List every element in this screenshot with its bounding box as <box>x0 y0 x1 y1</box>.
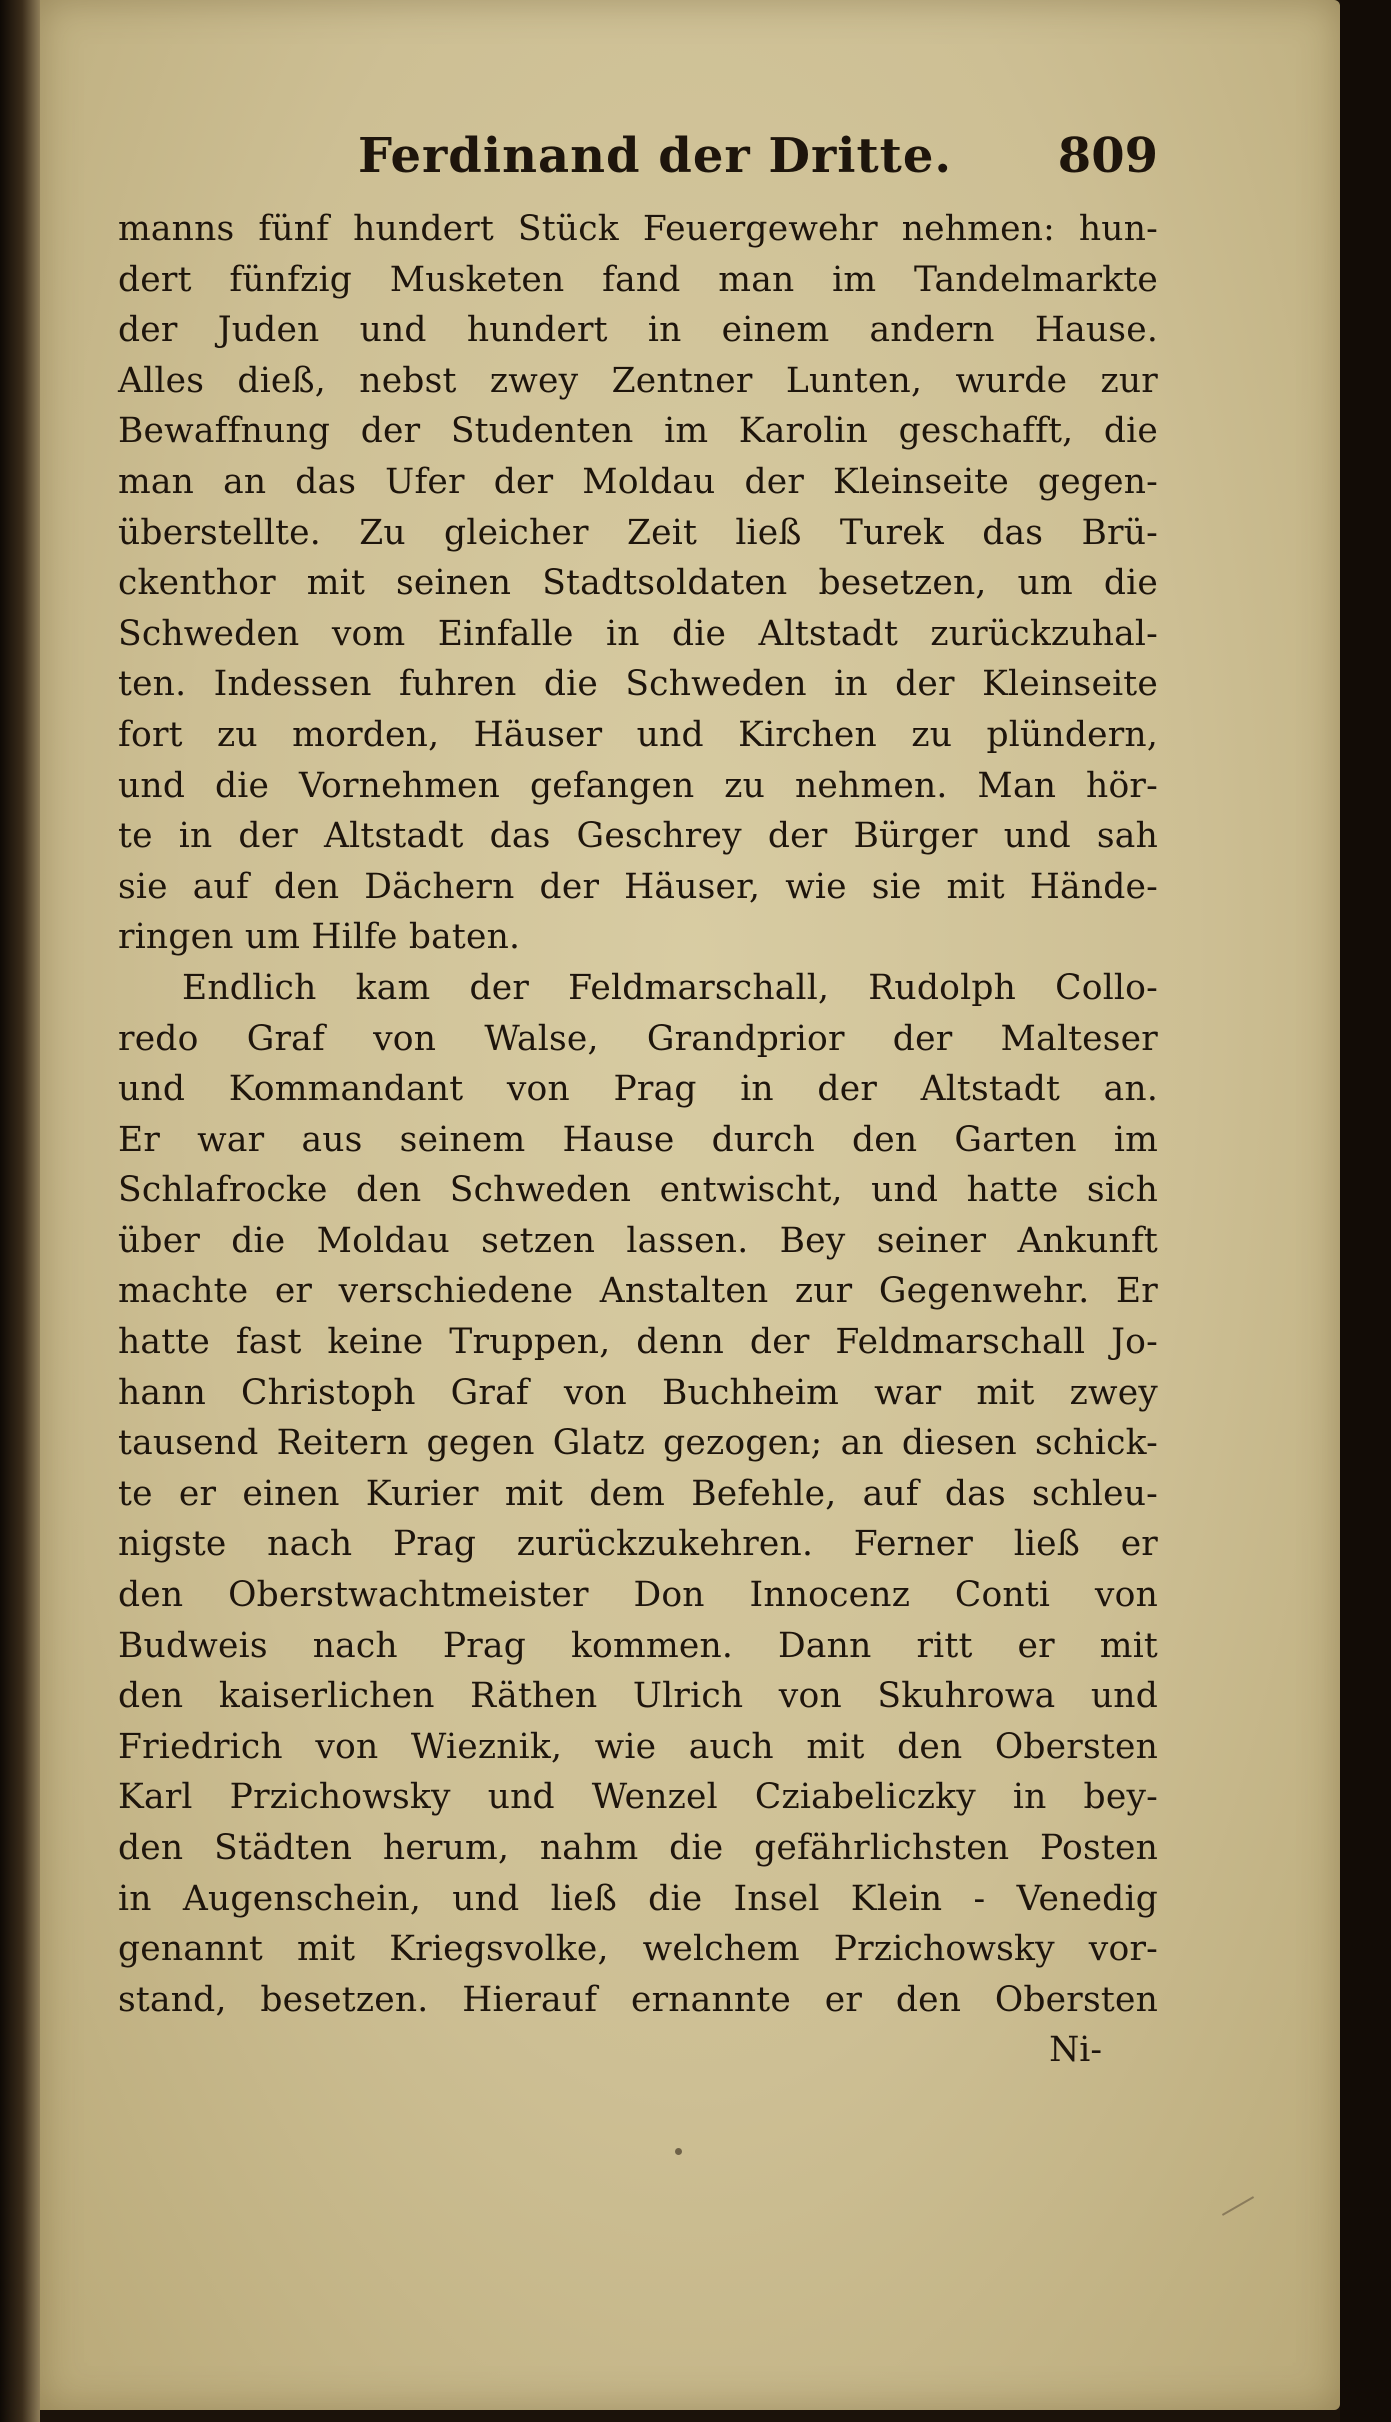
text-line: hann Christoph Graf von Buchheim war mit zwey <box>118 1372 1158 1413</box>
text-line: Alles dieß, nebst zwey Zentner Lunten, wurde zur <box>118 360 1158 401</box>
text-line: in Augenschein, und ließ die Insel Klein - Venedig <box>118 1878 1158 1919</box>
text-line: den Oberstwachtmeister Don Innocenz Conti von <box>118 1575 1158 1616</box>
text-line: fort zu morden, Häuser und Kirchen zu plündern, <box>118 714 1158 755</box>
text-line: den kaiserlichen Räthen Ulrich von Skuhrowa und <box>118 1676 1158 1717</box>
text-line: stand, besetzen. Hierauf ernannte er den Obersten <box>118 1979 1158 2020</box>
body-text <box>118 204 1158 2076</box>
paragraph-start-line: Endlich kam der Feldmarschall, Rudolph Collo- <box>182 967 1158 1008</box>
text-line: Er war aus seinem Hause durch den Garten im <box>118 1119 1158 1160</box>
text-line: Budweis nach Prag kommen. Dann ritt er mit <box>118 1625 1158 1666</box>
running-title: Ferdinand der Dritte. <box>358 128 953 184</box>
book-page <box>40 0 1340 2410</box>
paragraph-end-line: ringen um Hilfe baten. <box>118 917 521 958</box>
text-line: man an das Ufer der Moldau der Kleinseite gegen- <box>118 461 1158 502</box>
text-line: hatte fast keine Truppen, denn der Feldmarschall Jo- <box>118 1322 1158 1363</box>
text-line: ten. Indessen fuhren die Schweden in der Kleinseite <box>118 664 1158 705</box>
text-line: überstellte. Zu gleicher Zeit ließ Turek das Brü- <box>118 512 1158 553</box>
text-line: Schweden vom Einfalle in die Altstadt zurückzuhal- <box>118 613 1158 654</box>
text-line: Schlafrocke den Schweden entwischt, und hatte sich <box>118 1170 1158 1211</box>
binding-edge <box>0 0 40 2422</box>
paper-scratch <box>1222 2196 1254 2216</box>
text-line: der Juden und hundert in einem andern Hause. <box>118 310 1158 351</box>
text-line: genannt mit Kriegsvolke, welchem Przichowsky vor- <box>118 1929 1158 1970</box>
text-line: über die Moldau setzen lassen. Bey seiner Ankunft <box>118 1220 1158 1261</box>
text-line: machte er verschiedene Anstalten zur Gegenwehr. Er <box>118 1271 1158 1312</box>
text-line: Friedrich von Wieznik, wie auch mit den Obersten <box>118 1726 1158 1767</box>
page-number: 809 <box>1057 128 1158 184</box>
text-line: und die Vornehmen gefangen zu nehmen. Man hör- <box>118 765 1158 806</box>
text-line: Karl Przichowsky und Wenzel Cziabeliczky in bey- <box>118 1777 1158 1818</box>
text-line: sie auf den Dächern der Häuser, wie sie mit Hände- <box>118 866 1158 907</box>
text-line: dert fünfzig Musketen fand man im Tandelmarkte <box>118 259 1158 300</box>
catchword: Ni- <box>1049 2030 1102 2071</box>
text-line: manns fünf hundert Stück Feuergewehr nehmen: hun- <box>118 209 1158 249</box>
text-line: te er einen Kurier mit dem Befehle, auf das schleu- <box>118 1473 1158 1514</box>
text-line: und Kommandant von Prag in der Altstadt an. <box>118 1069 1158 1110</box>
scan-right-edge <box>1340 0 1391 2422</box>
text-line: tausend Reitern gegen Glatz gezogen; an diesen schick- <box>118 1423 1158 1464</box>
text-line: Bewaffnung der Studenten im Karolin geschafft, die <box>118 411 1158 452</box>
page-header <box>118 120 1158 204</box>
text-line: nigste nach Prag zurückzukehren. Ferner ließ er <box>118 1524 1158 1565</box>
text-line: redo Graf von Walse, Grandprior der Malteser <box>118 1018 1158 1059</box>
text-block <box>118 120 1158 2076</box>
text-line: ckenthor mit seinen Stadtsoldaten besetzen, um die <box>118 563 1158 604</box>
text-line: te in der Altstadt das Geschrey der Bürger und sah <box>118 816 1158 857</box>
text-line: den Städten herum, nahm die gefährlichsten Posten <box>118 1828 1158 1868</box>
paper-speck <box>675 2148 682 2155</box>
